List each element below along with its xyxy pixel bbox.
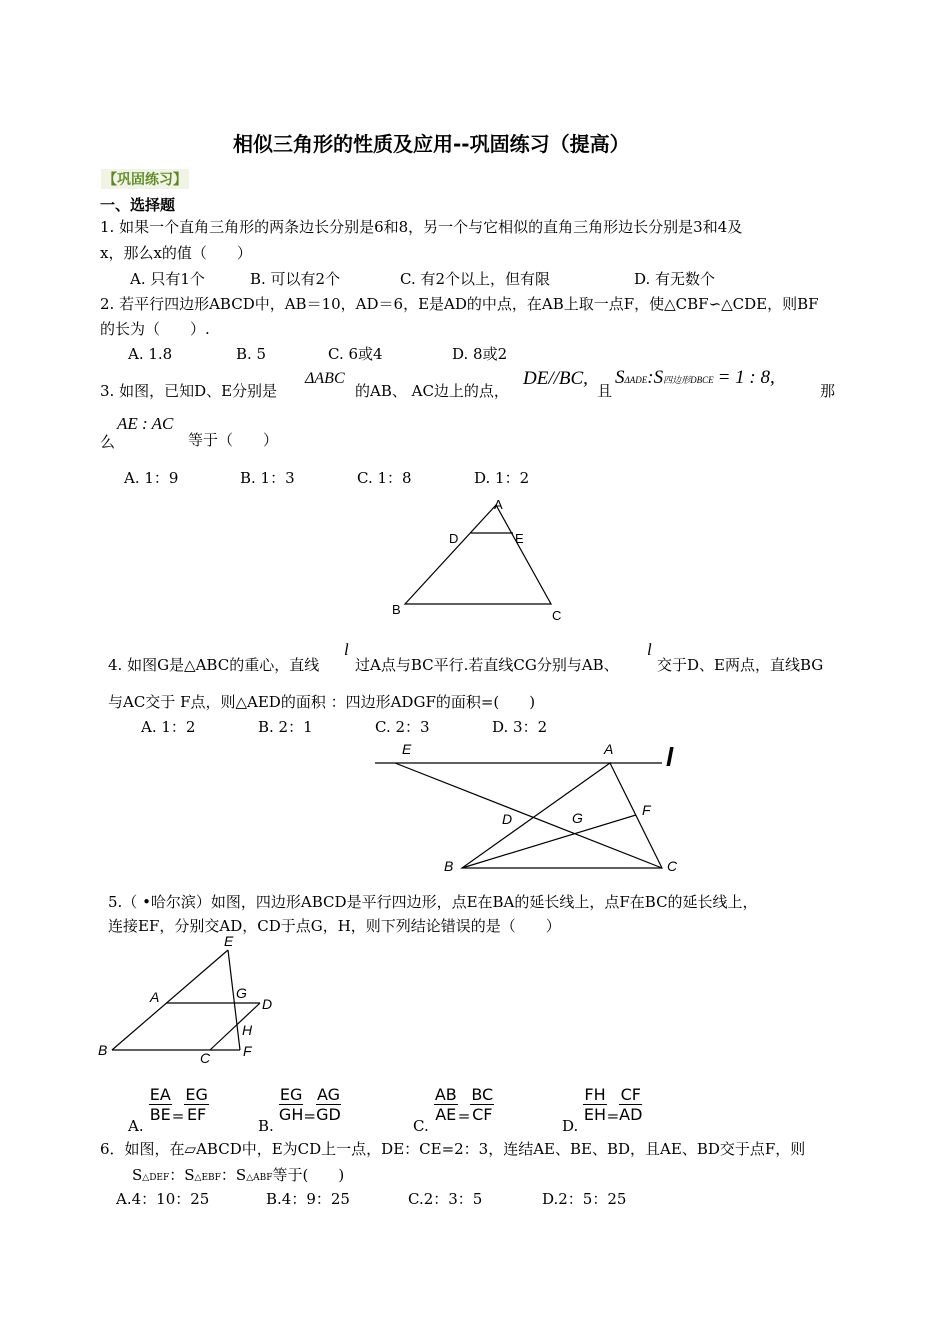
q5-label-a: A xyxy=(150,989,160,1005)
q2-option-a: A. 1.8 xyxy=(128,345,173,363)
q5-option-c-frac1: $\frac{AB}{AE}$ xyxy=(434,1085,457,1124)
q6-sub3: △ABF xyxy=(246,1173,273,1183)
q5-option-d-letter: D. xyxy=(562,1117,579,1135)
q5-line-be xyxy=(112,950,228,1050)
q4-line2: 与AC交于 F点，则△AED的面积 ：四边形ADGF的面积=( ) xyxy=(108,693,536,711)
q5-line1: 5.（ •哈尔滨）如图，四边形ABCD是平行四边形，点E在BA的延长线上，点F在BC的延长线上， xyxy=(108,893,758,911)
q3-text-1: 3. 如图，已知D、E分别是 xyxy=(100,382,278,400)
q5-option-d-frac2: $\frac{CF}{AD}$ xyxy=(619,1085,643,1124)
q5-option-b-eq: = xyxy=(303,1107,316,1125)
q4-option-b: B. 2：1 xyxy=(258,718,313,736)
q3-triangle xyxy=(405,505,551,604)
q3-text-3: 且 xyxy=(597,382,613,400)
q6-s1: S xyxy=(132,1166,143,1184)
q5-option-a-frac2: $\frac{EG}{EF}$ xyxy=(185,1085,208,1124)
q3-figure xyxy=(385,495,575,625)
q3-label-a: A xyxy=(494,497,503,512)
q4-label-c: C xyxy=(667,858,678,874)
q1-line1: 1. 如果一个直角三角形的两条边长分别是6和8，另一个与它相似的直角三角形边长分别是3和4及 xyxy=(100,218,743,236)
q2-line2: 的长为（ ）. xyxy=(100,320,210,338)
q1-option-d: D. 有无数个 xyxy=(634,270,716,288)
q6-area-expr xyxy=(132,1165,344,1188)
q1-option-c: C. 有2个以上，但有限 xyxy=(400,270,551,288)
q4-label-a: A xyxy=(604,741,614,757)
q5-option-c-eq: = xyxy=(457,1107,471,1125)
q4-line-l-2: l xyxy=(647,640,652,659)
q4-label-b: B xyxy=(444,858,454,874)
q6-line1: 6．如图，在▱ABCD中，E为CD上一点，DE：CE=2：3，连结AE、BE、BD，且AE、BD交于点F，则 xyxy=(100,1140,806,1158)
q4-label-l: l xyxy=(666,742,674,772)
q6-option-a: A.4：10：25 xyxy=(116,1190,210,1208)
q5-label-b: B xyxy=(98,1042,108,1058)
q3-area-s1: S xyxy=(615,367,625,388)
q6-sub1: △DEF xyxy=(142,1173,170,1183)
q5-option-b xyxy=(258,1085,341,1136)
q3-area-sub1: ΔADE xyxy=(624,375,648,385)
q4-label-d: D xyxy=(502,811,513,827)
q6-s3: S xyxy=(235,1166,247,1184)
q6-s2: S xyxy=(184,1166,195,1184)
section-tag: 【巩固练习】 xyxy=(101,169,189,189)
q3-area-s2: S xyxy=(653,367,664,388)
q5-option-a xyxy=(128,1085,209,1136)
q3-ratio-expr: AE : AC xyxy=(117,414,174,433)
q3-area-value: = 1 : 8, xyxy=(717,367,775,388)
q2-option-c: C. 6或4 xyxy=(328,345,383,363)
q4-label-e: E xyxy=(402,741,412,757)
q6-sub2: △EBF xyxy=(194,1173,221,1183)
q5-option-c xyxy=(413,1085,494,1136)
q3-area-ratio xyxy=(615,366,775,389)
q4-text-1: 4. 如图G是△ABC的重心，直线 xyxy=(108,656,320,674)
q3-area-colon: : xyxy=(647,367,654,388)
q3-triangle-abc: ΔABC xyxy=(305,370,345,387)
q3-option-b: B. 1：3 xyxy=(240,469,295,487)
q5-label-h: H xyxy=(242,1022,253,1038)
q3-label-d: D xyxy=(449,531,459,546)
q3-option-a: A. 1：9 xyxy=(124,469,179,487)
q3-parallel-expr: DE//BC, xyxy=(523,368,588,389)
q6-colon2: ： xyxy=(220,1166,236,1184)
q1-option-a: A. 只有1个 xyxy=(130,270,205,288)
q6-colon1: ： xyxy=(169,1166,185,1184)
q3-text-4: 那 xyxy=(820,382,836,400)
q4-option-d: D. 3：2 xyxy=(492,718,548,736)
q6-option-d: D.2：5：25 xyxy=(542,1190,627,1208)
q3-label-c: C xyxy=(552,608,562,623)
q5-label-f: F xyxy=(243,1043,252,1059)
q3-text-2: 的AB、 AC边上的点， xyxy=(355,382,509,400)
q4-line-ce xyxy=(395,763,662,868)
q3-area-sub2: 四边形DBCE xyxy=(663,375,714,385)
q3-text-5: 么 xyxy=(100,433,116,451)
q2-option-b: B. 5 xyxy=(236,345,267,363)
q5-option-a-letter: A. xyxy=(128,1117,144,1135)
q2-option-d: D. 8或2 xyxy=(452,345,508,363)
q5-option-d-eq: = xyxy=(606,1107,620,1125)
q4-triangle xyxy=(462,763,662,868)
q4-label-f: F xyxy=(642,802,651,818)
q3-label-e: E xyxy=(515,531,524,546)
q5-option-c-frac2: $\frac{BC}{CF}$ xyxy=(471,1085,494,1124)
q3-label-b: B xyxy=(392,602,401,617)
q5-option-a-frac1: $\frac{EA}{BE}$ xyxy=(149,1085,171,1124)
q6-option-b: B.4：9：25 xyxy=(266,1190,350,1208)
q4-line-l-1: l xyxy=(344,640,349,659)
q5-option-d xyxy=(562,1085,642,1136)
q5-label-d: D xyxy=(262,996,273,1012)
q1-option-b: B. 可以有2个 xyxy=(250,270,341,288)
q2-line1: 2. 若平行四边形ABCD中，AB＝10，AD＝6，E是AD的中点，在AB上取一点F，使△CBF∽△CDE，则BF xyxy=(100,295,819,313)
q4-label-g: G xyxy=(572,810,583,826)
q4-option-a: A. 1：2 xyxy=(141,718,196,736)
q4-option-c: C. 2：3 xyxy=(375,718,430,736)
q4-figure xyxy=(370,738,690,880)
q1-line2: x，那么x的值（ ） xyxy=(100,244,252,262)
q3-text-6: 等于（ ） xyxy=(188,431,279,449)
q5-label-c: C xyxy=(200,1050,211,1066)
q5-figure xyxy=(92,932,292,1072)
q5-option-c-letter: C. xyxy=(413,1117,429,1135)
q5-label-g: G xyxy=(236,985,247,1001)
q6-option-c: C.2：3：5 xyxy=(408,1190,483,1208)
section-heading: 一、选择题 xyxy=(100,196,176,214)
page-title: 相似三角形的性质及应用--巩固练习（提高） xyxy=(233,132,630,156)
q5-option-b-letter: B. xyxy=(258,1117,274,1135)
q5-label-e: E xyxy=(224,933,234,949)
q3-option-c: C. 1：8 xyxy=(357,469,412,487)
q4-text-2: 过A点与BC平行.若直线CG分别与AB、 xyxy=(355,656,619,674)
q3-option-d: D. 1：2 xyxy=(474,469,530,487)
q5-line2: 连接EF，分别交AD，CD于点G，H，则下列结论错误的是（ ） xyxy=(108,917,561,935)
q6-tail: 等于( ) xyxy=(272,1166,345,1184)
q5-option-b-frac2: $\frac{AG}{GD}$ xyxy=(316,1085,341,1124)
q4-text-3: 交于D、E两点，直线BG xyxy=(657,656,824,674)
q5-option-a-eq: = xyxy=(171,1107,185,1125)
q5-option-d-frac1: $\frac{FH}{EH}$ xyxy=(583,1085,607,1124)
q5-option-b-frac1: $\frac{EG}{GH}$ xyxy=(278,1085,304,1124)
